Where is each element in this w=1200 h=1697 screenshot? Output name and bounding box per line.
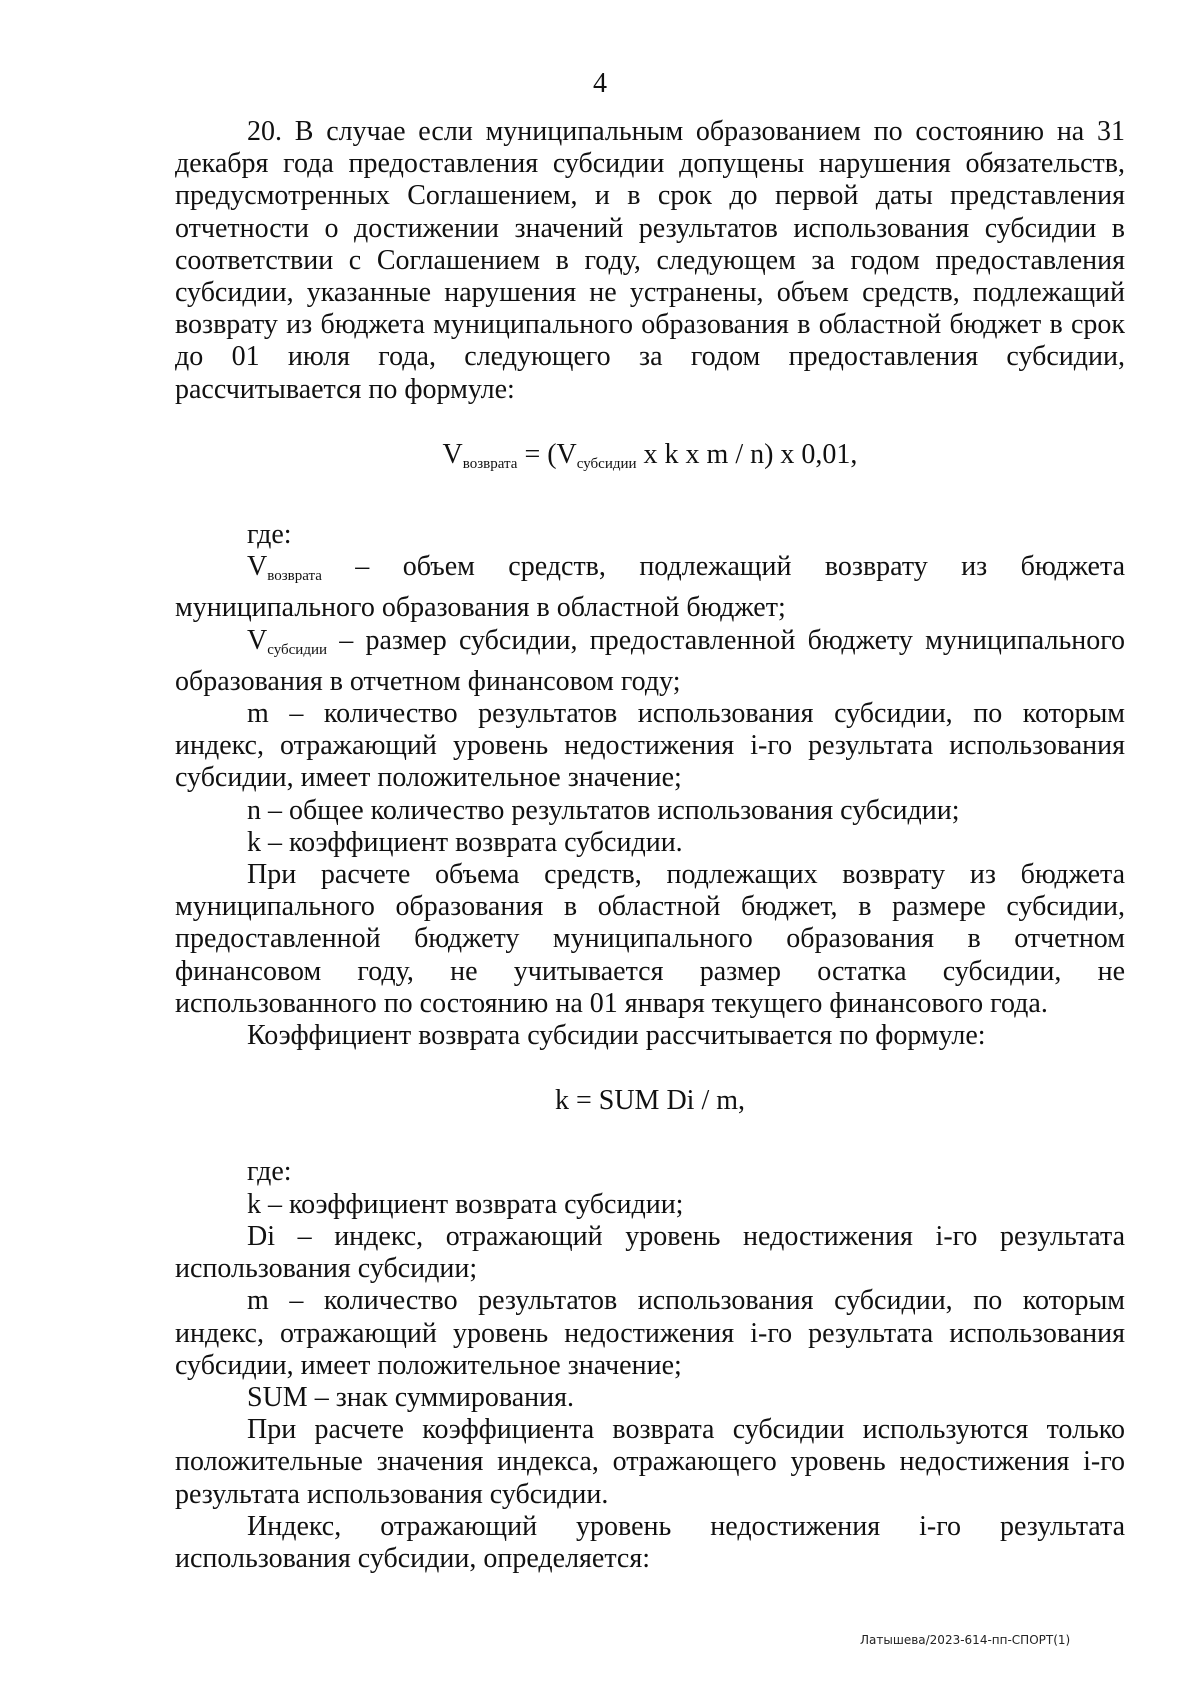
paragraph-positive-values: При расчете коэффициента возврата субсидии используются только положительные значения индекса, отражающего уровень недостижения i-го результата использования субсидии.: [175, 1414, 1125, 1510]
definition-di: Di – индекс, отражающий уровень недостижения i-го результата использования субсидии;: [175, 1220, 1125, 1285]
definition-k-2: k – коэффициент возврата субсидии;: [247, 1188, 684, 1220]
definition-sum: SUM – знак суммирования.: [247, 1381, 575, 1413]
paragraph-index: Индекс, отражающий уровень недостижения i-го результата использования субсидии, определяется:: [175, 1510, 1125, 1574]
coefficient-formula: k = SUM Di / m,: [554, 1085, 746, 1117]
return-volume-formula: [175, 439, 1125, 480]
definition-symbol-subscript: возврата: [267, 568, 322, 585]
document-footer-code: Латышева/2023-614-пп-СПОРТ(1): [860, 1633, 1071, 1647]
definition-n: n – общее количество результатов использования субсидии;: [247, 794, 960, 826]
definition-symbol-subscript: субсидии: [267, 641, 327, 658]
definition-k-1: k – коэффициент возврата субсидии.: [247, 826, 683, 858]
where-label-2: где:: [247, 1156, 292, 1188]
definition-m-2: m – количество результатов использования субсидии, по которым индекс, отражающий уровень недостижения i-го результата использования субсидии, имеет положительное значение;: [175, 1285, 1125, 1381]
definition-symbol: V: [247, 624, 268, 656]
formula-eq-open: = (V: [517, 438, 577, 470]
paragraph-coefficient: Коэффициент возврата субсидии рассчитывается по формуле:: [247, 1020, 986, 1052]
definition-text: – объем средств, подлежащий возврату из бюджета муниципального образования в областной бюджет;: [175, 551, 1125, 624]
formula-rest: x k x m / n) x 0,01,: [636, 438, 858, 470]
document-body: [175, 116, 1125, 1575]
definition-symbol: V: [247, 551, 268, 583]
paragraph-calculation: При расчете объема средств, подлежащих возврату из бюджета муниципального образования в областной бюджет, в размере субсидии, предоставленной бюджету муниципального образования в отчетном финансовом году, не учитывается размер остатка субсидии, не использованного по состоянию на 01 января текущего финансового года.: [175, 859, 1125, 1019]
formula-lhs: V: [442, 438, 463, 470]
definition-text: – размер субсидии, предоставленной бюджету муниципального образования в отчетном финансовом году;: [175, 624, 1125, 697]
formula-lhs-subscript: возврата: [462, 455, 518, 472]
definition-v-subsidy: [175, 625, 1125, 698]
definition-m-1: m – количество результатов использования субсидии, по которым индекс, отражающий уровень недостижения i-го результата использования субсидии, имеет положительное значение;: [175, 698, 1125, 794]
where-label-1: где:: [247, 519, 292, 551]
page-number: 4: [593, 68, 607, 99]
paragraph-20: 20. В случае если муниципальным образованием по состоянию на 31 декабря года предоставления субсидии допущены нарушения обязательств, предусмотренных Соглашением, и в срок до первой даты представления отчетности о достижении значений результатов использования субсидии в соответствии с Соглашением в году, следующем за годом предоставления субсидии, указанные нарушения не устранены, объем средств, подлежащий возврату из бюджета муниципального образования в областной бюджет в срок до 01 июля года, следующего за годом предоставления субсидии, рассчитывается по формуле:: [175, 116, 1125, 405]
definition-v-return: [175, 551, 1125, 624]
formula-subsidy-subscript: субсидии: [576, 455, 637, 472]
